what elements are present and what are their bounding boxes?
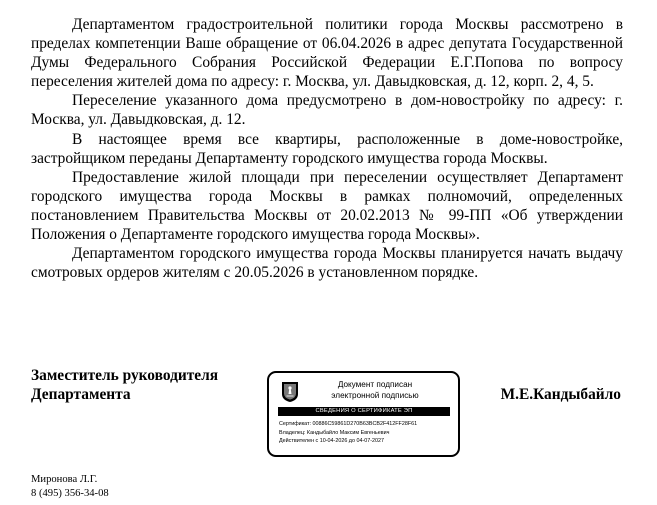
paragraph-review: Департаментом градостроительной политики города Москвы рассмотрено в пределах компетенции Ваше обращение от 06.04.2026 в адрес депутата Государственной Думы Федерального Собрания Российской Федерации Е.Г.Попова по вопросу переселения жителей дома по адресу: г. Москва, ул. Давыдковская, д. 12, корп. 2, 4, 5. xyxy=(31,16,623,91)
signer-title-line1: Заместитель руководителя xyxy=(31,367,219,384)
paragraph-apartments: В настоящее время все квартиры, расположенные в доме-новостройке, застройщиком переданы Департаменту городского имущества города Москвы. xyxy=(31,130,623,167)
electronic-signature-stamp xyxy=(267,371,460,457)
paragraph-provision: Предоставление жилой площади при переселении осуществляет Департамент городского имущества города Москвы в рамках полномочий, определенных постановлением Правительства Москвы от 20.02.2013 № 99-ПП «Об утверждении Положения о Департаменте городского имущества города Москвы». xyxy=(31,168,623,244)
stamp-certificate-bar: СВЕДЕНИЯ О СЕРТИФИКАТЕ ЭП xyxy=(278,407,450,416)
executor-block xyxy=(31,473,109,501)
letter-body xyxy=(31,15,623,282)
signer-name: М.Е.Кандыбайло xyxy=(500,386,621,403)
paragraph-orders: Департаментом городского имущества города Москвы планируется начать выдачу смотровых ордеров жителям с 20.05.2026 в установленном порядке. xyxy=(31,245,623,282)
stamp-owner: Владелец: Кандыбайло Максим Евгеньевич xyxy=(279,429,390,436)
stamp-certificate-details xyxy=(279,420,454,446)
signer-title-line2: Департамента xyxy=(31,386,131,403)
stamp-heading xyxy=(305,380,445,401)
paragraph-resettlement: Переселение указанного дома предусмотрено в дом-новостройку по адресу: г. Москва, ул. Давыдковская, д. 12. xyxy=(31,92,623,129)
moscow-coat-of-arms-icon xyxy=(281,381,299,403)
stamp-certificate-number: Сертификат: 00886C59861D270B63BCB2F412FF28F61 xyxy=(279,421,418,427)
executor-name: Миронова Л.Г. xyxy=(31,474,98,485)
executor-phone: 8 (495) 356-34-08 xyxy=(31,488,109,499)
stamp-heading-line2: электронной подписью xyxy=(331,390,419,400)
signer-title xyxy=(31,366,218,404)
stamp-heading-line1: Документ подписан xyxy=(337,380,413,389)
stamp-validity: Действителен с 10-04-2026 до 04-07-2027 xyxy=(279,438,385,445)
